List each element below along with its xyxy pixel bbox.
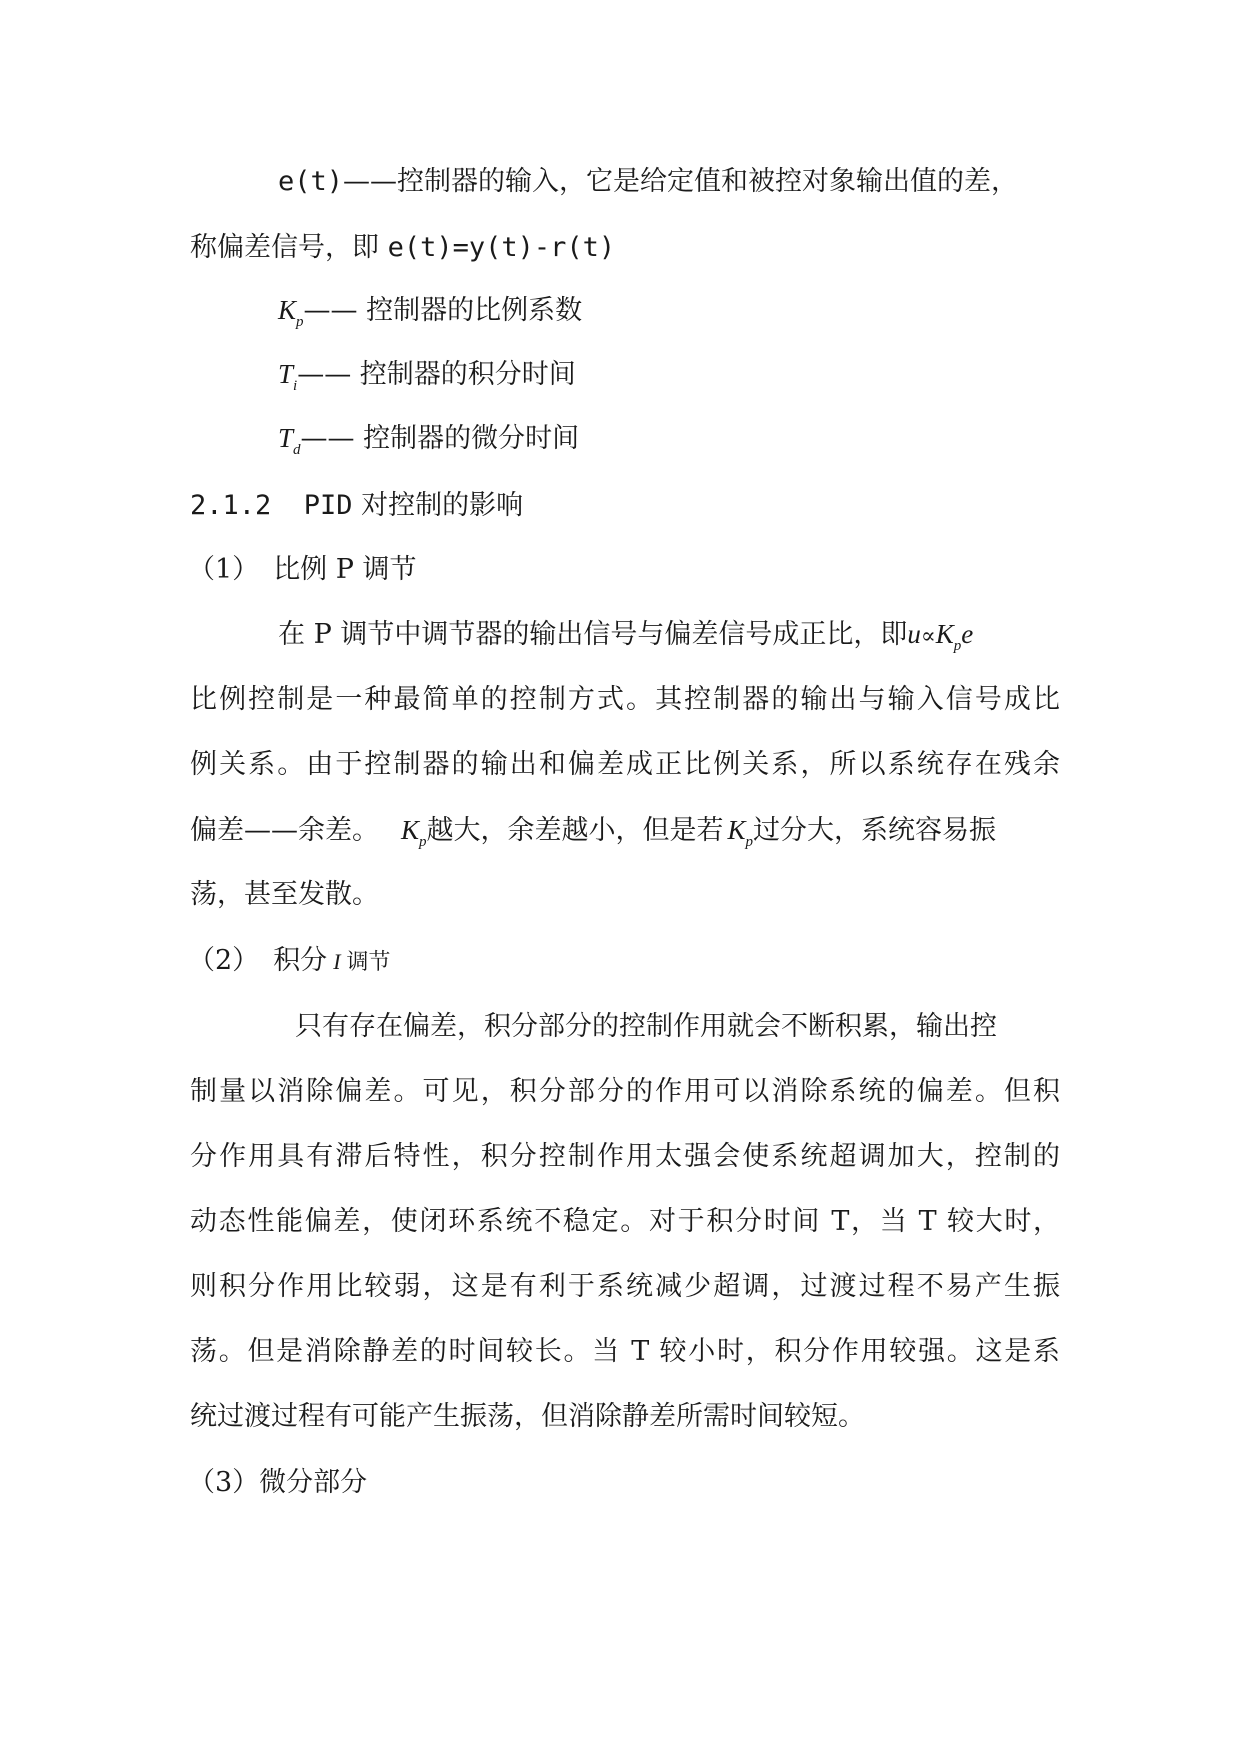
text-line [278, 421, 1148, 460]
text-segment: 越大，余差越小，但是若 [426, 815, 724, 846]
text-segment: —— 控制器的积分时间 [297, 359, 576, 390]
math-expression: e(t) [278, 166, 344, 197]
subsection-title: （3）微分部分 [188, 1467, 368, 1498]
subsection-title: 积分 [273, 945, 328, 976]
text-segment: 制量以消除偏差。可见，积分部分的作用可以消除系统的偏差。但积 [190, 1076, 1060, 1107]
math-symbol: T [278, 423, 294, 453]
subsection-number: （2） [188, 945, 260, 976]
math-symbol: I [333, 949, 341, 974]
text-segment: 称偏差信号，即 [190, 232, 388, 263]
section-heading [190, 489, 1060, 523]
section-number: 2.1.2 PID [190, 490, 353, 521]
text-line [295, 1010, 1055, 1044]
math-subscript: p [745, 834, 754, 850]
text-line [190, 813, 1060, 852]
text-line [190, 1335, 1060, 1369]
text-segment: 只有存在偏差，积分部分的控制作用就会不断积累，输出控 [295, 1011, 997, 1042]
math-subscript: p [296, 314, 304, 330]
text-segment: 分作用具有滞后特性，积分控制作用太强会使系统超调加大，控制的 [190, 1141, 1060, 1172]
text-line [190, 878, 1060, 912]
text-segment: 例关系。由于控制器的输出和偏差成正比例关系，所以系统存在残余 [190, 749, 1060, 780]
text-line [190, 1075, 1060, 1109]
subsection-title: 调节 [346, 950, 391, 975]
text-segment: —— 控制器的微分时间 [300, 423, 580, 454]
math-symbol: K [278, 295, 297, 325]
math-symbol: T [278, 359, 294, 389]
text-line [190, 1205, 1060, 1239]
subsection-heading [188, 1466, 1058, 1500]
text-segment: 比例控制是一种最简单的控制方式。其控制器的输出与输入信号成比 [190, 684, 1060, 715]
text-segment: 偏差——余差。 [190, 815, 379, 846]
math-symbol: K [727, 815, 746, 845]
text-line [190, 1270, 1060, 1304]
text-segment: 过分大，系统容易振 [753, 815, 997, 846]
text-line [190, 748, 1060, 782]
text-line [278, 293, 1148, 332]
text-segment: 动态性能偏差，使闭环系统不稳定。对于积分时间 T，当 T 较大时， [190, 1206, 1060, 1237]
text-line [190, 683, 1060, 717]
math-subscript: p [419, 834, 427, 850]
subsection-title: 比例 P 调节 [273, 554, 417, 585]
math-symbol: ∝ [920, 623, 936, 648]
math-subscript: i [293, 378, 298, 394]
text-line [190, 1400, 1060, 1434]
math-symbol: K [401, 815, 420, 845]
text-segment: 则积分作用比较弱，这是有利于系统减少超调，过渡过程不易产生振 [190, 1271, 1060, 1302]
math-subscript: p [953, 638, 962, 654]
math-symbol: K [935, 619, 954, 649]
text-line [278, 617, 1148, 656]
section-title: 对控制的影响 [352, 490, 524, 521]
text-segment: ——控制器的输入，它是给定值和被控对象输出值的差， [343, 166, 1019, 197]
text-segment: —— 控制器的比例系数 [303, 295, 583, 326]
text-line [190, 231, 1060, 265]
text-line [190, 1140, 1060, 1174]
text-line [278, 165, 1148, 199]
text-segment: 在 P 调节中调节器的输出信号与偏差信号成正比，即 [278, 619, 908, 650]
math-symbol: u [907, 619, 921, 649]
text-segment: 荡。但是消除静差的时间较长。当 T 较小时，积分作用较强。这是系 [190, 1336, 1060, 1367]
math-expression: e(t)=y(t)-r(t) [387, 232, 616, 263]
subsection-number: （1） [188, 554, 260, 585]
math-subscript: d [293, 442, 301, 458]
text-segment: 统过渡过程有可能产生振荡，但消除静差所需时间较短。 [190, 1401, 865, 1432]
text-segment: 荡，甚至发散。 [190, 879, 379, 910]
math-symbol: e [961, 619, 974, 649]
text-line [278, 357, 1148, 396]
subsection-heading [188, 553, 1058, 587]
subsection-heading [188, 944, 1058, 980]
